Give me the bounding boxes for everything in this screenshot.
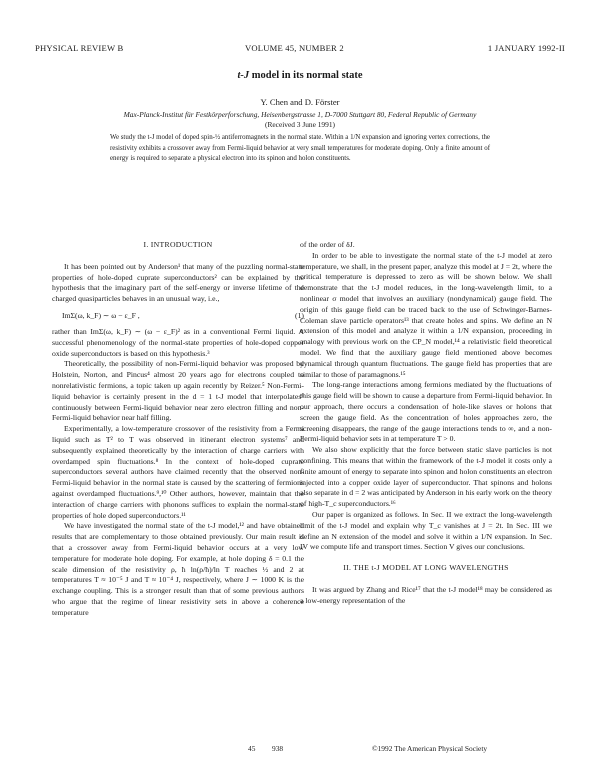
author-list: Y. Chen and D. Förster [260, 97, 340, 107]
journal-name: PHYSICAL REVIEW B [35, 43, 124, 53]
footer-volume: 45 [248, 744, 256, 753]
running-head [35, 43, 565, 55]
received-date: (Received 3 June 1991) [265, 120, 335, 129]
paragraph: The long-range interactions among fermions mediated by the fluctuations of this gauge field will be shown to cause a departure from Fermi-liquid behavior. In our approach, there occurs a condensation of hole-like slaves or holons that screen the gauge field. As the concentration of holes approaches zero, the screening disappears, the range of the gauge interactions tends to ∞, and a non-Fermi-liquid behavior sets in at temperature T > 0. [300, 380, 552, 444]
paper-title [0, 70, 600, 81]
copyright: ©1992 The American Physical Society [372, 744, 488, 753]
affiliation: Max-Planck-Institut für Festkörperforschung, Heisenbergstrasse 1, D-7000 Stuttgart 80, Federal Republic of Germany [123, 110, 477, 119]
paragraph: Theoretically, the possibility of non-Fermi-liquid behavior was proposed by Holstein, Norton, and Pincus⁴ almost 20 years ago for electrons coupled to nonrelativistic fermions, a topic taken up again recently by Reizer.⁵ Non-Fermi-liquid behavior is certainly present in the d = 1 t-J model that interpolates⁶ continuously between Fermi-liquid behavior near zero electron filling and non-Fermi-liquid behavior near half filling. [52, 359, 304, 423]
paragraph: of the order of δJ. [300, 240, 355, 249]
left-column [52, 240, 304, 619]
equation-number: (1) [295, 310, 304, 320]
title-rest: model in its normal state [249, 70, 363, 81]
paragraph: In order to be able to investigate the normal state of the t-J model at zero temperature, we shall, in the present paper, analyze this model at J = 2t, where the critical temperature is depressed to zero as will be shown below. We shall demonstrate that the t-J model reduces, in the long-wavelength limit, to a nonlinear σ model that involves an auxiliary (nondynamical) gauge field. The origin of this gauge field can be traced back to the use of Schwinger-Barnes-Coleman slave particle operators¹³ that create holes and spins. We define an N extension of this model and analyze it within a 1/N expansion, proceeding in analogy with previous work on the CP_N model,¹⁴ a relativistic field theoretical model. We find that the auxiliary gauge field mentioned above becomes dynamical through quantum fluctuations. The gauge field has properties that are similar to those of paramagnons.¹⁵ [300, 250, 552, 379]
section-heading-introduction: I. INTRODUCTION [143, 240, 213, 249]
equation-1 [52, 305, 304, 327]
issue-date: 1 JANUARY 1992-II [487, 43, 565, 53]
footer-page-number: 938 [272, 744, 284, 753]
section-heading-long-wavelengths: II. THE t-J MODEL AT LONG WAVELENGTHS [343, 563, 509, 573]
page-footer [0, 744, 600, 756]
paragraph: rather than ImΣ(ω, k_F) ∼ (ω − ε_F)² as in a conventional Fermi liquid. A successful phenomenology of the normal-state properties of hole-doped copper oxide superconductors is based on this hypothesis.³ [52, 326, 304, 358]
paragraph: Experimentally, a low-temperature crossover of the resistivity from a Fermi liquid such as T² to T was observed in itinerant electron systems⁷ and subsequently explained theoretically by the interaction of charge carriers with overdamped spin fluctuations.⁸ In the context of hole-doped cuprate superconductors several authors have claimed recently that the observed non-Fermi-liquid behavior in the normal state is caused by the scattering of fermions against overdamped fluctuations.⁹,¹⁰ Other authors, however, maintain that the interaction of charge carriers with phonons suffices to explain the normal-state properties of hole doped superconductors.¹¹ [52, 424, 304, 520]
paragraph: We have investigated the normal state of the t-J model,¹² and have obtained results that are complementary to those obtained previously. Our main result is that a crossover away from Fermi-liquid behavior occurs at a very low temperature for moderate hole doping. For example, at hole doping δ = 0.1 the scale dimension of the resistivity ρ, ħ ln(ρ/ħ)/ln T reaches ½ and 2 at temperatures T ≈ 10⁻⁵ J and T ≈ 10⁻⁴ J, respectively, where J ∼ 1000 K is the exchange coupling. This is a stronger result than that of some previous authors who argue that the regime of linear resistivity sets in above a coherence temperature [52, 521, 304, 617]
abstract: We study the t-J model of doped spin-½ antiferromagnets in the normal state. Within a 1/N expansion and ignoring vertex corrections, the resistivity exhibits a crossover away from Fermi-liquid behavior at very small temperatures for moderate doping. Only a finite amount of energy is required to separate a physical electron into its spinon and holon constituents. [110, 134, 490, 163]
paragraph: It was argued by Zhang and Rice¹⁷ that the t-J model¹⁸ may be considered as a low-energy representation of the [300, 584, 552, 605]
paragraph: It has been pointed out by Anderson¹ that many of the puzzling normal-state properties of hole-doped cuprate superconductors² can be explained by the hypothesis that the imaginary part of the self-energy or inverse lifetime of the charged quasiparticles behaves in an unusual way, i.e., [52, 261, 304, 304]
right-column [300, 240, 552, 607]
paragraph: Our paper is organized as follows. In Sec. II we extract the long-wavelength limit of the t-J model and explain why T_c vanishes at J = 2t. In Sec. III we define an N extension of the model and solve it within a 1/N expansion. In Sec. IV we compute life and transport times. Section V gives our conclusions. [300, 509, 552, 552]
equation-body: ImΣ(ω, k_F) ∼ ω − ε_F , [62, 310, 140, 320]
paragraph: We also show explicitly that the force between static slave particles is not confining. This means that within the framework of the t-J model it costs only a finite amount of energy to separate into spinon and holon constituents an electron injected into a copper oxide layer of superconductor. That spinons and holons also separate in d = 2 was anticipated by Anderson in his early work on the theory of high-T_c superconductors.¹⁶ [300, 445, 552, 509]
title-model-name: t-J [237, 70, 250, 81]
volume-number: VOLUME 45, NUMBER 2 [245, 43, 344, 53]
